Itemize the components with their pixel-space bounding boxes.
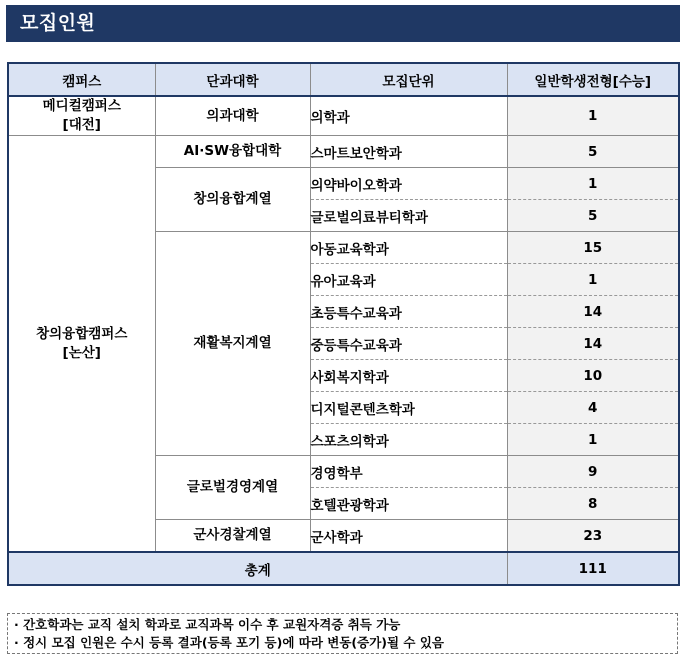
count-cell: 15 — [507, 232, 679, 264]
count-cell: 14 — [507, 296, 679, 328]
count-cell: 14 — [507, 328, 679, 360]
count-cell: 1 — [507, 96, 679, 136]
college-cell: 의과대학 — [155, 96, 310, 136]
note-line: · 간호학과는 교직 설치 학과로 교직과목 이수 후 교원자격증 취득 가능 — [14, 617, 401, 632]
unit-cell: 의약바이오학과 — [310, 168, 507, 200]
count-cell: 5 — [507, 200, 679, 232]
unit-cell: 의학과 — [310, 96, 507, 136]
college-cell: 글로벌경영계열 — [155, 456, 310, 520]
count-cell: 10 — [507, 360, 679, 392]
college-cell: 재활복지계열 — [155, 232, 310, 456]
recruitment-table — [7, 62, 680, 586]
unit-cell: 글로벌의료뷰티학과 — [310, 200, 507, 232]
college-cell: 군사경찰계열 — [155, 520, 310, 553]
page-title: 모집인원 — [6, 5, 680, 42]
unit-cell: 스포츠의학과 — [310, 424, 507, 456]
campus-name: 창의융합캠퍼스 — [36, 325, 128, 342]
total-value: 111 — [507, 552, 679, 585]
unit-cell: 초등특수교육과 — [310, 296, 507, 328]
note-line: · 정시 모집 인원은 수시 등록 결과(등록 포기 등)에 따라 변동(증가)될 수 있음 — [14, 635, 444, 650]
header-admission: 일반학생전형[수능] — [507, 63, 679, 96]
count-cell: 1 — [507, 264, 679, 296]
notes-box — [7, 613, 678, 654]
unit-cell: 경영학부 — [310, 456, 507, 488]
unit-cell: 스마트보안학과 — [310, 136, 507, 168]
unit-cell: 아동교육학과 — [310, 232, 507, 264]
count-cell: 5 — [507, 136, 679, 168]
count-cell: 4 — [507, 392, 679, 424]
count-cell: 8 — [507, 488, 679, 520]
count-cell: 23 — [507, 520, 679, 553]
header-college: 단과대학 — [155, 63, 310, 96]
college-cell: AI·SW융합대학 — [155, 136, 310, 168]
campus-cell-medical — [8, 96, 155, 136]
count-cell: 1 — [507, 424, 679, 456]
campus-location: [논산] — [62, 344, 101, 361]
unit-cell: 디지털콘텐츠학과 — [310, 392, 507, 424]
total-label: 총계 — [8, 552, 507, 585]
count-cell: 1 — [507, 168, 679, 200]
header-campus: 캠퍼스 — [8, 63, 155, 96]
campus-location: [대전] — [62, 117, 101, 133]
unit-cell: 중등특수교육과 — [310, 328, 507, 360]
table-row — [8, 136, 679, 168]
header-unit: 모집단위 — [310, 63, 507, 96]
unit-cell: 군사학과 — [310, 520, 507, 553]
table-header-row — [8, 63, 679, 96]
table-row — [8, 96, 679, 136]
unit-cell: 사회복지학과 — [310, 360, 507, 392]
campus-name: 메디컬캠퍼스 — [42, 98, 121, 114]
unit-cell: 호텔관광학과 — [310, 488, 507, 520]
college-cell: 창의융합계열 — [155, 168, 310, 232]
count-cell: 9 — [507, 456, 679, 488]
unit-cell: 유아교육과 — [310, 264, 507, 296]
campus-cell-changui — [8, 136, 155, 553]
total-row — [8, 552, 679, 585]
